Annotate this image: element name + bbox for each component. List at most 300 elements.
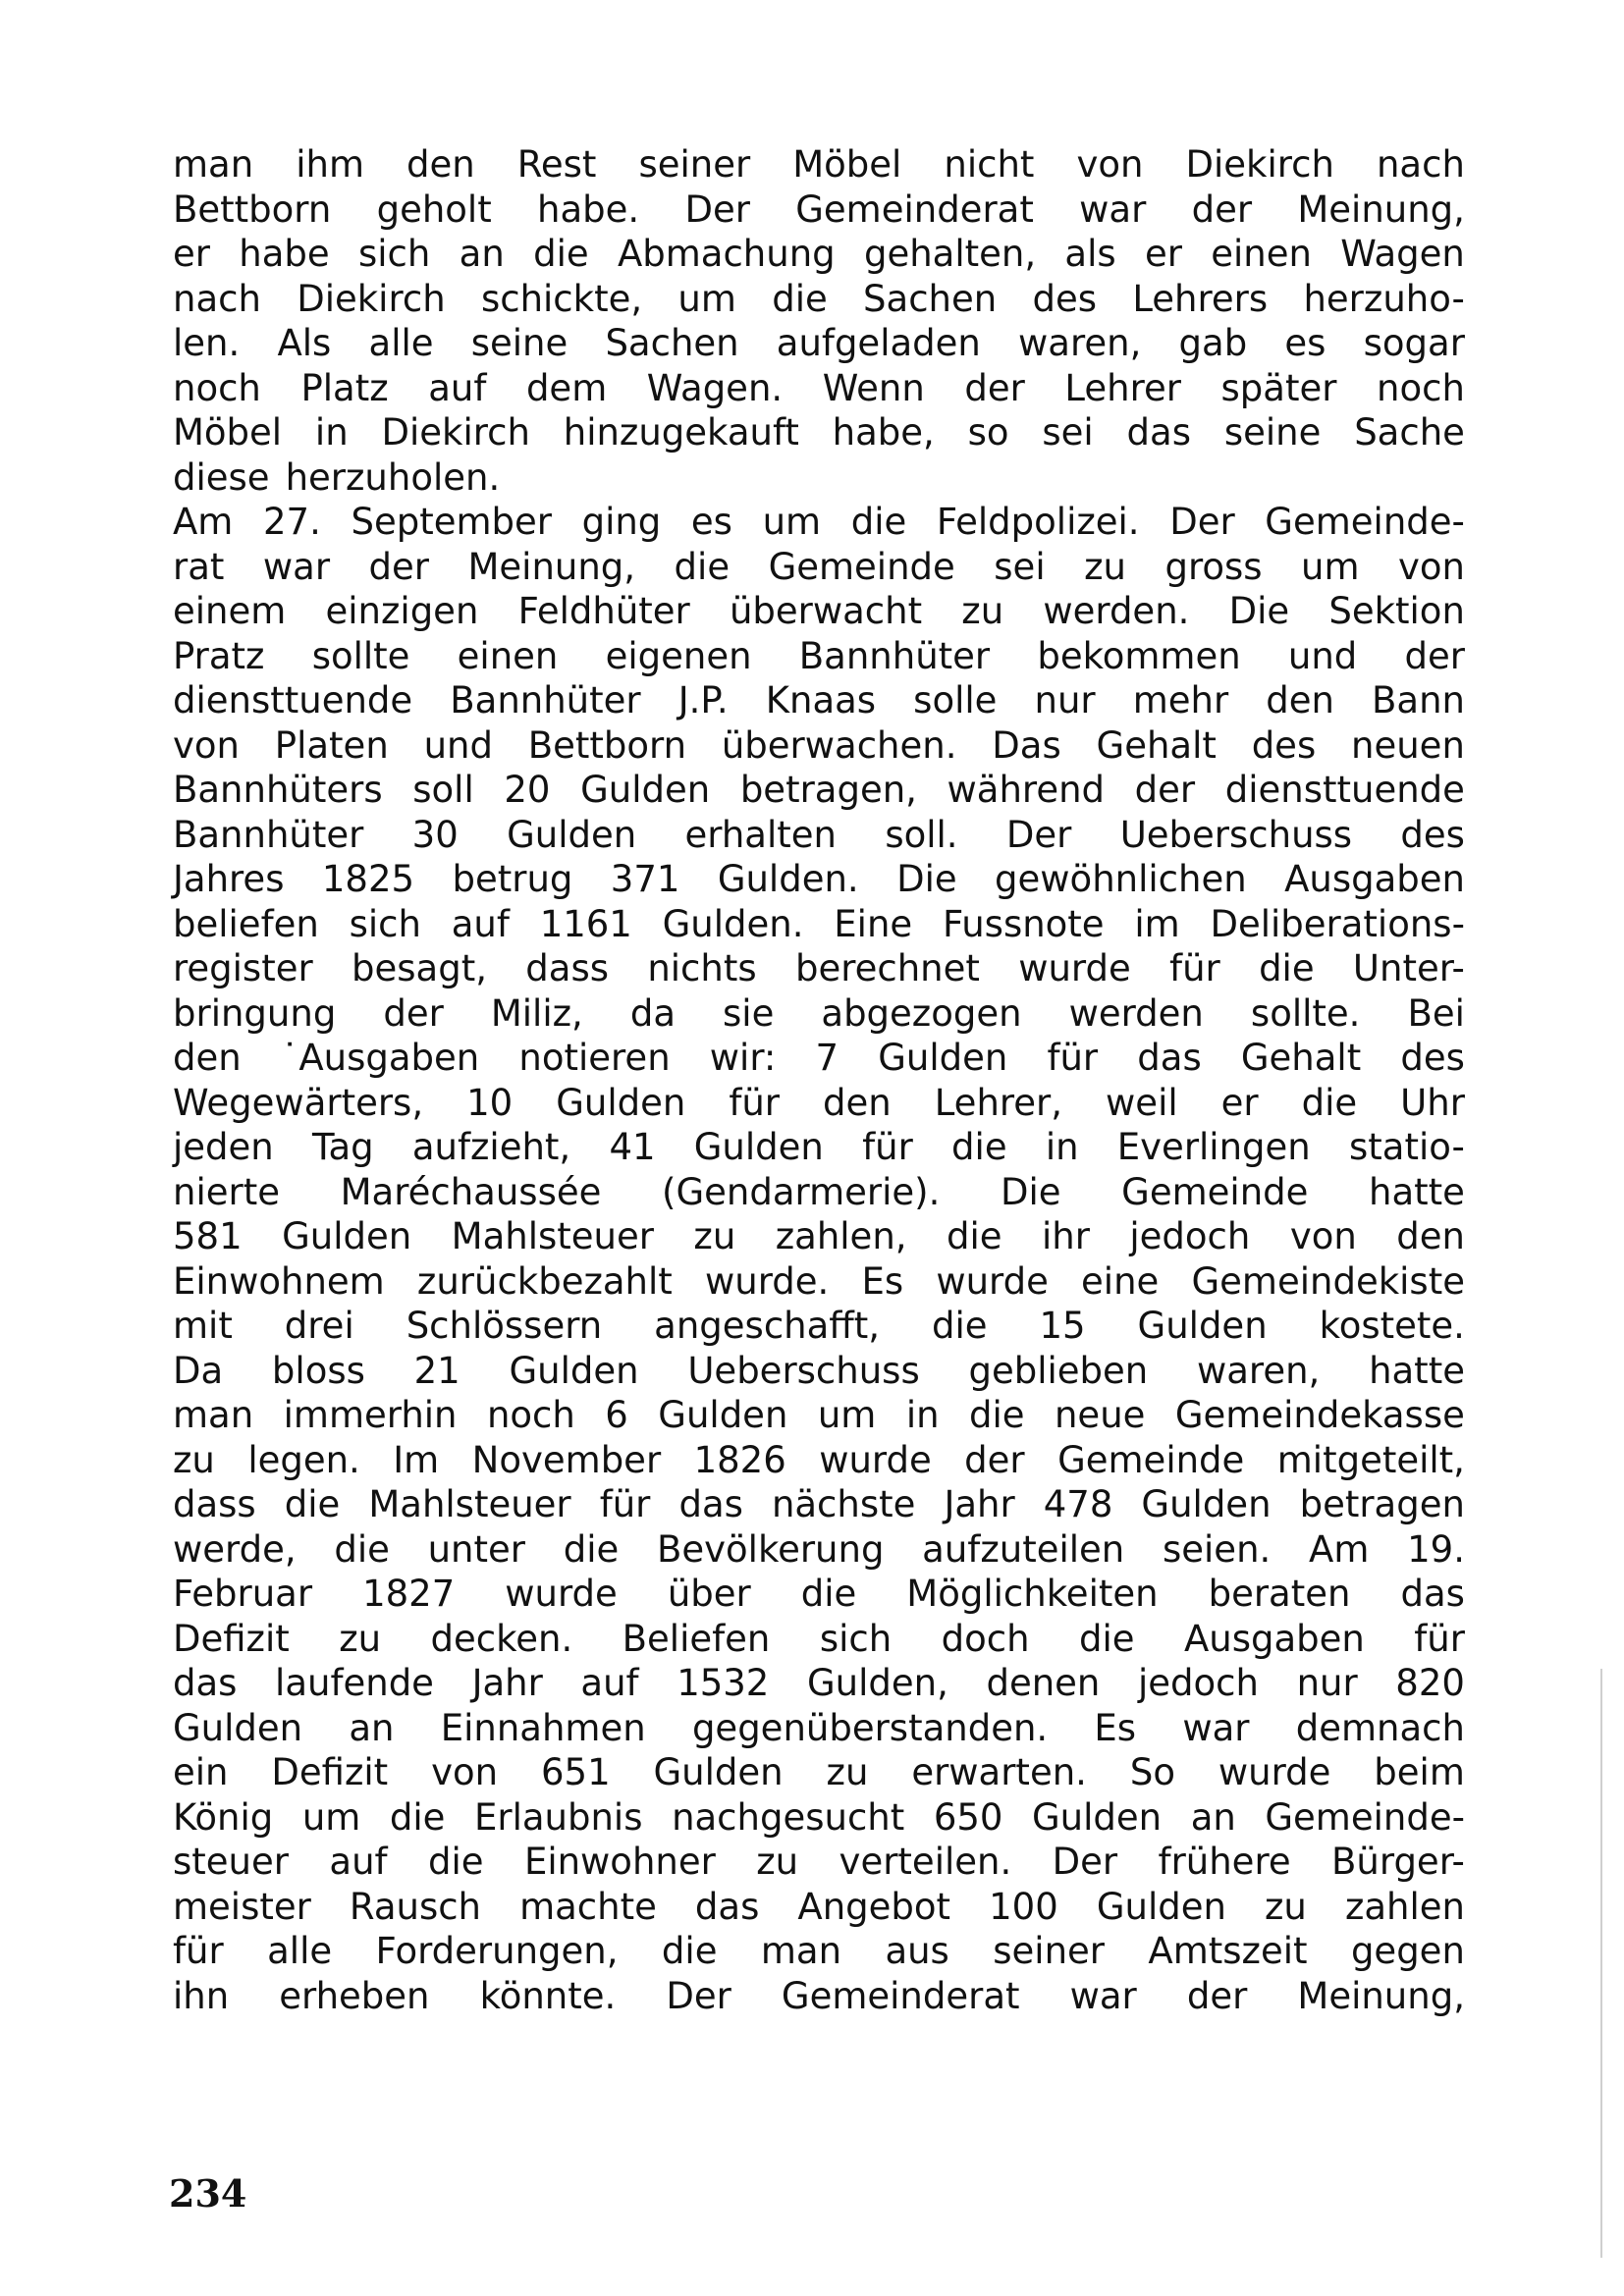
word: den [823,1081,892,1124]
word: Möglichkeiten [906,1573,1159,1615]
word: meister [173,1885,311,1928]
word: 650 [933,1795,1003,1839]
word: Jahr [471,1662,543,1704]
word: des [1400,813,1465,856]
word: laufende [275,1662,434,1704]
word: Schlössern [406,1305,603,1347]
word: der [1191,187,1253,231]
word: berechnet [794,947,980,989]
body-text [173,142,1465,2018]
word: Diekirch [297,277,446,320]
word: dass [173,1483,256,1525]
word: die [1078,1617,1135,1660]
word: von [1076,143,1144,186]
word: alle [267,1930,333,1972]
word: Es [1094,1706,1137,1749]
word: zahlen [1344,1885,1465,1928]
text-line [173,142,1465,187]
text-line [173,1438,1465,1483]
word: jeden [173,1126,274,1168]
word: Bettborn [173,187,332,231]
word: überwachen. [721,723,957,767]
word: soll. [885,813,958,856]
word: Gulden [693,1126,824,1168]
word: Beliefen [622,1617,771,1660]
word: Jahr [944,1483,1015,1525]
word: Deliberations- [1210,902,1465,945]
word: verteilen. [839,1841,1012,1883]
word: Wagen [1340,233,1465,275]
word: dem [525,366,608,409]
word: doch [941,1617,1030,1660]
word: zu [339,1617,382,1660]
word: werden. [1043,590,1190,632]
word: besagt, [352,947,487,989]
word: nicht [944,143,1035,186]
word: geblieben [968,1349,1149,1392]
word: noch [173,366,261,409]
word: 1161 [539,902,632,945]
word: 820 [1395,1662,1465,1704]
word: einen [457,634,559,677]
word: um [762,501,822,543]
word: Gulden, [806,1662,948,1704]
text-line [173,857,1465,902]
word: Tag [311,1126,374,1168]
word: erheben [279,1974,430,2017]
word: dass [525,947,610,989]
word: aufzuteilen [922,1527,1125,1571]
word: Gulden [580,769,711,811]
text-line [173,946,1465,991]
text-line [173,1304,1465,1349]
word: sich [349,902,421,945]
word: betrug [452,858,573,900]
word: wurde [505,1573,618,1615]
text-line [173,321,1465,366]
word: Am [173,501,234,543]
word: gehalten, [863,233,1037,275]
word: Gemeindekiste [1191,1259,1465,1303]
word: Februar [173,1573,313,1615]
word: Fussnote [942,902,1105,945]
word: herzuho- [1303,277,1465,320]
word: 10 [466,1081,514,1124]
word: 100 [989,1885,1058,1928]
word: Im [393,1438,440,1481]
word: geholt [376,187,492,231]
word: erwarten. [911,1751,1087,1793]
word: für [729,1081,781,1124]
word: er [173,233,210,275]
word: beliefen [173,902,319,945]
word: Bannhüter [173,813,364,856]
word: mit [173,1305,233,1347]
word: Das [992,723,1061,767]
word: von [1289,1215,1357,1257]
word: wurde. [704,1259,830,1303]
text-line [173,1081,1465,1126]
word: 581 [173,1215,243,1257]
word: waren, [1018,322,1142,364]
page-number: 234 [169,2171,247,2216]
word: des [1251,723,1317,767]
word: nierte [173,1170,280,1213]
word: Der [1052,1841,1118,1883]
word: Defizit [271,1751,389,1793]
word: wurde [819,1438,932,1481]
word: sogar [1363,322,1465,364]
word: Gulden [556,1081,686,1124]
text-line [173,589,1465,634]
text-line [173,1929,1465,1974]
word: Bannhüter [450,679,641,721]
word: und [423,723,493,767]
word: auf [580,1662,639,1704]
text-line [173,1393,1465,1438]
word: um [301,1795,361,1839]
word: sei [994,545,1046,588]
text-line [173,232,1465,277]
text-line [173,545,1465,590]
word: soll [412,769,474,811]
word: Die [1000,1170,1061,1213]
text-line [173,1527,1465,1573]
word: nach [1376,143,1465,186]
word: frühere [1158,1841,1291,1883]
word: da [629,991,676,1035]
word: die [932,1305,988,1347]
word: Mahlsteuer [368,1483,571,1525]
word: 15 [1039,1305,1086,1347]
word: nichts [647,947,757,989]
word: aufgeladen [776,322,981,364]
word: von [431,1751,499,1793]
word: in [314,411,349,454]
word: man [173,1394,254,1436]
word: den [1396,1215,1465,1257]
text-line [173,723,1465,769]
word: noch [1377,366,1465,409]
word: von [173,723,240,767]
word: den [406,143,475,186]
word: in [905,1394,940,1436]
word: Gulden [1032,1795,1163,1839]
word: für [862,1126,913,1168]
word: ein [173,1751,229,1793]
word: der [964,1438,1025,1481]
word: Wagen. [646,366,784,409]
word: Lehrers [1132,277,1269,320]
text-line [173,991,1465,1037]
word: aus [885,1930,949,1972]
word: 1825 [321,858,415,900]
word: Als [277,322,332,364]
text-line [173,1750,1465,1795]
word: den [173,1037,242,1079]
word: das [678,1483,743,1525]
word: überwacht [729,590,923,632]
word: gewöhnlichen [995,858,1247,900]
word: des [1032,277,1098,320]
word: Gemeinderat [781,1974,1020,2017]
word: könnte. [479,1974,617,2017]
word: Gulden [1137,1305,1268,1347]
word: bringung [173,991,337,1035]
word: seine [1223,411,1322,454]
word: Gulden. [662,902,804,945]
text-line [173,366,1465,411]
text-line [173,634,1465,679]
word: weil [1106,1081,1178,1124]
word: September [351,501,552,543]
word: Der [1169,501,1235,543]
word: Gulden [509,1349,639,1392]
word: 1532 [677,1662,770,1704]
word: legen. [247,1438,360,1481]
word: sollte. [1250,991,1361,1035]
word: die [800,1573,857,1615]
word: so [967,411,1009,454]
word: die [661,1930,718,1972]
word: bekommen [1037,634,1241,677]
word: war [262,545,331,588]
word: noch [486,1394,575,1436]
word: machte [519,1885,657,1928]
word: beim [1374,1751,1465,1793]
word: werde, [173,1527,297,1571]
word: nur [1034,679,1096,721]
word: gegenüberstanden. [691,1706,1049,1749]
word: von [1398,545,1465,588]
word: schickte, [480,277,643,320]
text-line [173,1259,1465,1305]
word: der [964,366,1025,409]
word: Einwohnem [173,1259,385,1303]
word: 19. [1407,1527,1465,1571]
word: habe. [537,187,640,231]
word: und [1287,634,1358,677]
word: jedoch [1129,1215,1251,1257]
word: Meinung, [1297,187,1465,231]
word: man [760,1930,842,1972]
word: habe [239,233,330,275]
word: die [334,1527,390,1571]
word: demnach [1295,1706,1465,1749]
word: sich [819,1617,893,1660]
word: 1826 [693,1438,786,1481]
word: Angebot [797,1885,951,1928]
word: werden [1068,991,1204,1035]
word: die [533,233,589,275]
word: das [694,1885,760,1928]
text-line [173,277,1465,322]
word: er [1220,1081,1259,1124]
text-line [173,1840,1465,1885]
word: in [1045,1126,1079,1168]
word: kostete. [1319,1305,1465,1347]
word: einen [1211,233,1312,275]
text-line [173,813,1465,858]
scan-margin-line [1600,1669,1602,2258]
word: mitgeteilt, [1276,1438,1465,1481]
word: neue [1054,1394,1146,1436]
word: Sachen [863,277,998,320]
text-line [173,187,1465,233]
word: Feldpolizei. [936,501,1140,543]
word: ihn [173,1974,230,2017]
word: 21 [413,1349,460,1392]
word: len. [173,322,241,364]
word: Meinung, [1297,1974,1465,2017]
word: Bevölkerung [657,1527,885,1571]
word: Gehalt [1096,723,1217,767]
text-line [173,678,1465,723]
word: die [1301,1081,1358,1124]
word: Pratz [173,634,265,677]
word: Bann [1372,679,1465,721]
word: ihm [296,143,364,186]
word: Möbel [173,411,283,454]
word: Rausch [349,1885,482,1928]
word: Gulden [173,1706,303,1749]
word: Gemeinde [1121,1170,1309,1213]
word: Lehrer [1064,366,1181,409]
word: sollte [311,634,410,677]
text-line [173,1617,1465,1662]
word: rat [173,545,225,588]
word: war [1079,187,1147,231]
word: seiner [993,1930,1105,1972]
word: waren, [1197,1349,1321,1392]
word: später [1220,366,1337,409]
text-line [173,1706,1465,1751]
word: Gemeinde [768,545,955,588]
word: für [1169,947,1220,989]
text-line [173,1170,1465,1215]
word: Der [684,187,750,231]
word: eigenen [605,634,752,677]
word: Ueberschuss [687,1349,920,1392]
word: Ausgaben [1183,1617,1365,1660]
word: an [1190,1795,1236,1839]
word: Bannhüters [173,769,383,811]
word: die [947,1215,1002,1257]
word: Unter- [1352,947,1465,989]
word: solle [913,679,998,721]
word: gross [1164,545,1263,588]
word: Möbel [792,143,902,186]
word: seien. [1162,1527,1272,1571]
word: Diekirch [1185,143,1334,186]
word: war [1182,1706,1250,1749]
word: So [1129,1751,1175,1793]
word: nachgesucht [672,1795,905,1839]
word: um [677,277,736,320]
word: zurückbezahlt [416,1259,673,1303]
word: er [1144,233,1182,275]
word: hinzugekauft [563,411,799,454]
word: über [667,1573,751,1615]
text-line [173,1661,1465,1706]
word: für [599,1483,651,1525]
word: zu [826,1751,869,1793]
word: Wenn [822,366,925,409]
word: es [1284,322,1326,364]
word: im [1134,902,1180,945]
word: an [459,233,505,275]
word: sei [1042,411,1094,454]
word: (Gendarmerie). [662,1170,941,1213]
word: nach [173,277,261,320]
word: um [817,1394,877,1436]
word: Gulden [507,813,637,856]
word: diese [173,455,270,499]
word: die [284,1483,341,1525]
text-line [173,1482,1465,1527]
word: Gulden [1141,1483,1272,1525]
word: beraten [1208,1573,1351,1615]
word: Einnahmen [440,1706,646,1749]
word: nur [1296,1662,1358,1704]
word: Bettborn [527,723,687,767]
word: die [389,1795,446,1839]
word: das [1400,1573,1465,1615]
word: nächste [771,1483,916,1525]
word: Gulden. [717,858,859,900]
word: Bei [1407,991,1465,1035]
word: betragen [1299,1483,1465,1525]
word: November [471,1438,662,1481]
word: Die [896,858,957,900]
word: drei [284,1305,354,1347]
word: Ausgaben [1284,858,1465,900]
word: Sache [1354,411,1465,454]
word: ˙Ausgaben [280,1037,480,1079]
word: für [173,1930,224,1972]
word: Gehalt [1240,1037,1362,1079]
word: 371 [610,858,680,900]
word: bloss [271,1349,365,1392]
word: Feldhüter [517,590,690,632]
text-line [173,902,1465,947]
word: Gulden [282,1215,412,1257]
word: Bürger- [1331,1841,1465,1883]
word: des [1400,1037,1465,1079]
word: Da [173,1349,224,1392]
word: die [969,1394,1025,1436]
word: register [173,947,313,989]
word: Erlaubnis [474,1795,643,1839]
word: man [173,143,254,186]
word: 478 [1043,1483,1113,1525]
word: Meinung, [467,545,636,588]
word: die [772,277,828,320]
word: Gulden [1096,1885,1226,1928]
word: wurde [1218,1751,1331,1793]
word: während [947,769,1106,811]
word: wurde [936,1259,1049,1303]
text-line [173,1125,1465,1170]
word: wurde [1018,947,1131,989]
word: Sachen [605,322,739,364]
word: König [173,1795,274,1839]
word: diensttuende [1224,769,1465,811]
word: ging [581,501,662,543]
word: 7 [815,1037,839,1079]
word: Mahlsteuer [451,1215,654,1257]
word: Eine [834,902,913,945]
